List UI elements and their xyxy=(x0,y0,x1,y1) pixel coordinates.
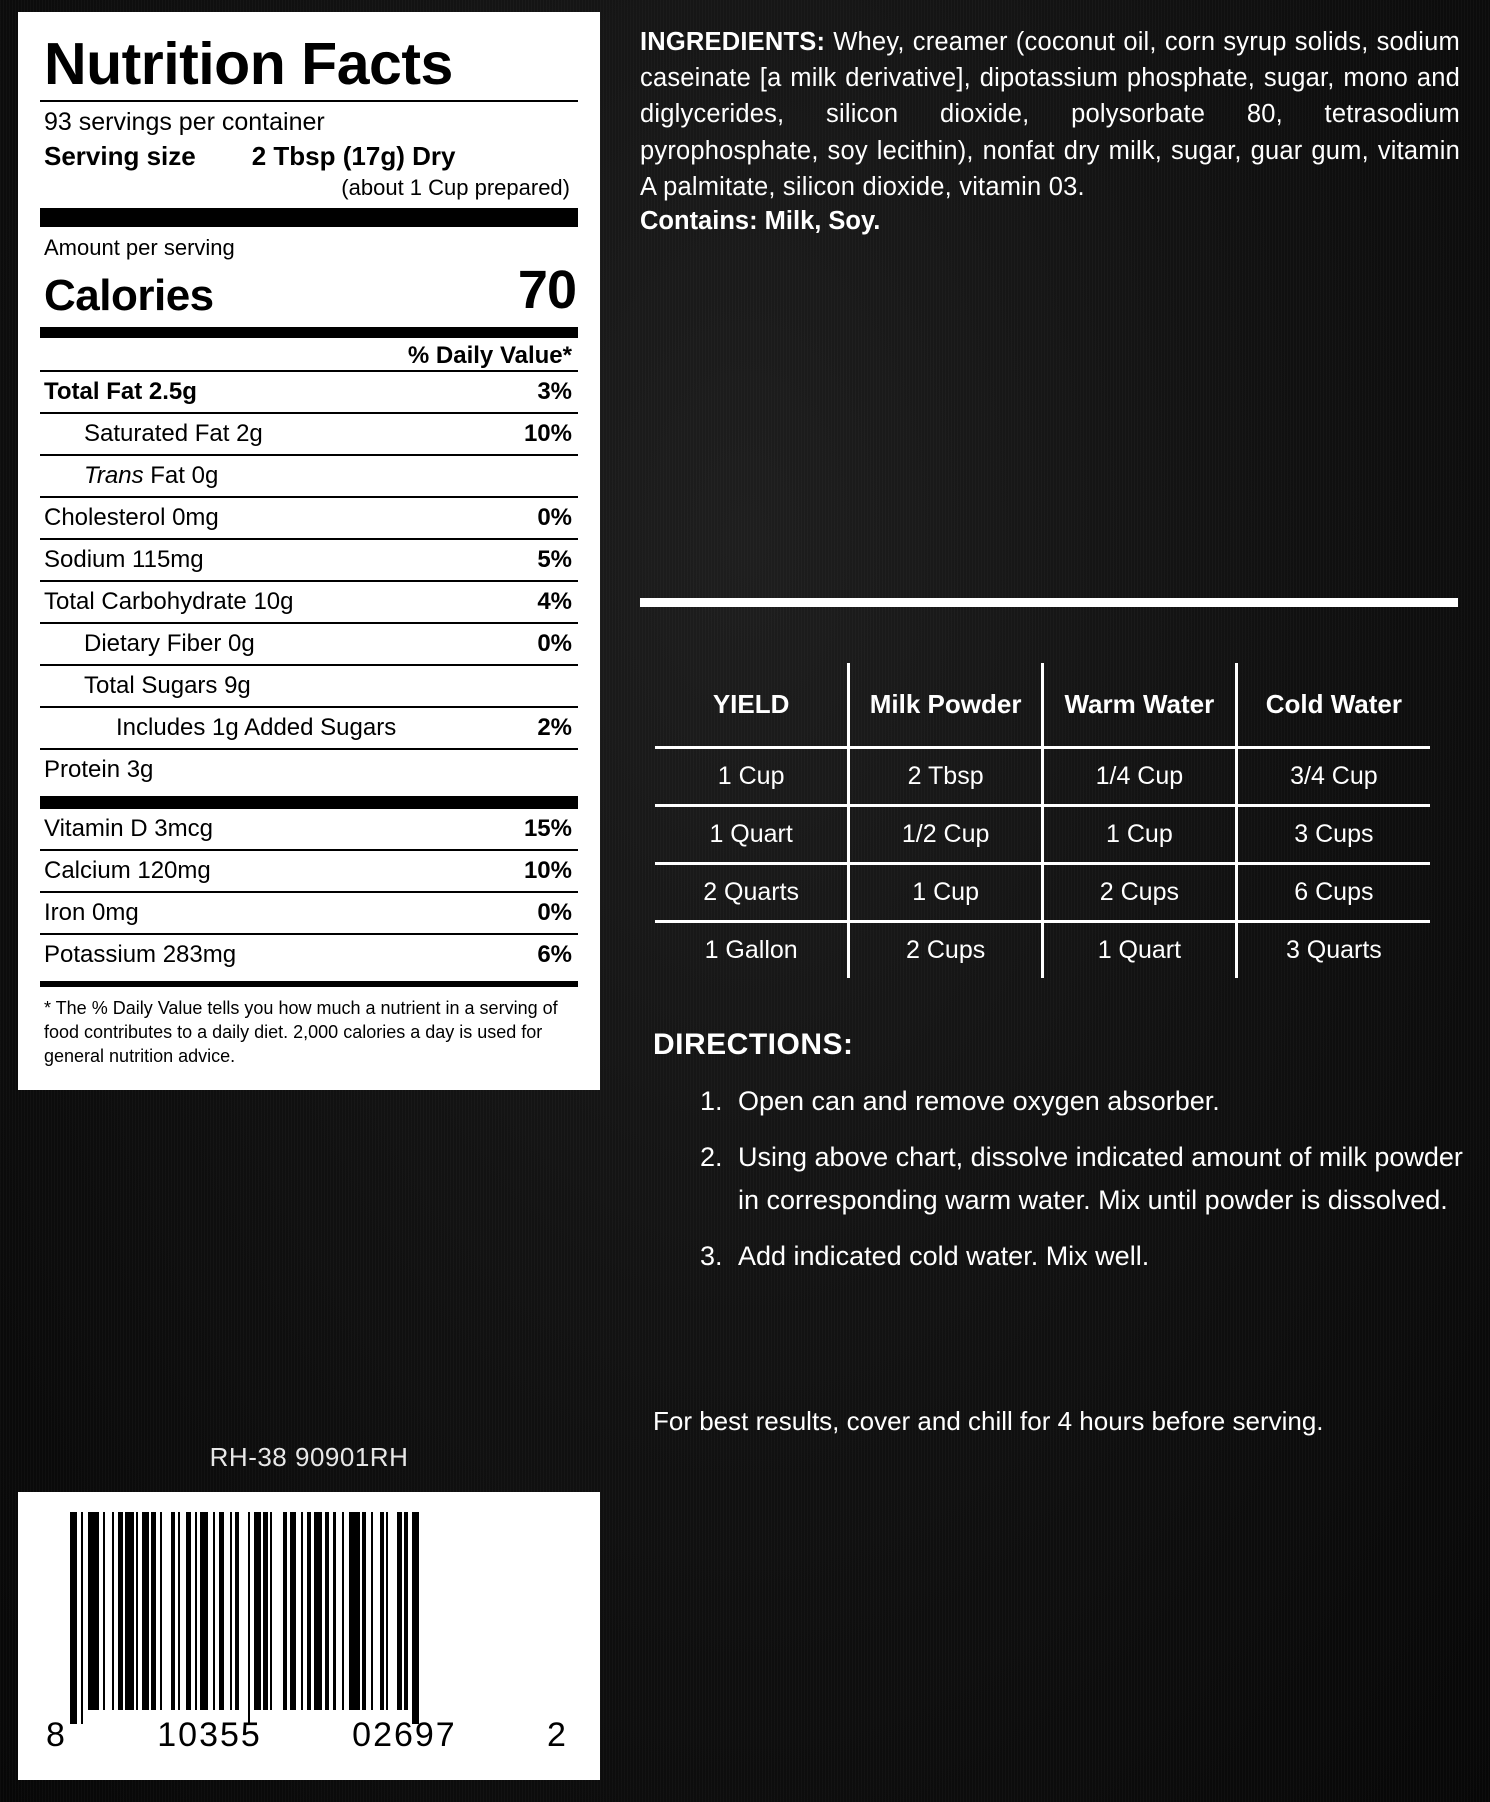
trans-rest: Fat 0g xyxy=(143,462,219,490)
column-header-milk-powder: Milk Powder xyxy=(849,663,1043,748)
ingredients-text: Whey, creamer (coconut oil, corn syrup solids, sodium caseinate [a milk derivative], dipotassium phosphate, sugar, mono and diglycerides, silicon dioxide, polysorbate 80, tetrasodium pyrophosphate, soy lecithin), nonfat dry milk, sugar, guar gum, vitamin A palmitate, silicon dioxide, vitamin 03. xyxy=(640,28,1460,201)
table-row xyxy=(655,922,1430,979)
nutrient-name: Calcium 120mg xyxy=(44,857,211,885)
cell-warm-water: 1/4 Cup xyxy=(1043,748,1237,806)
ingredients-label: INGREDIENTS: xyxy=(640,28,826,56)
table-row xyxy=(40,807,578,849)
column-header-cold-water: Cold Water xyxy=(1236,663,1430,748)
nutrition-facts-title: Nutrition Facts xyxy=(44,31,453,97)
cell-yield: 1 Cup xyxy=(655,748,849,806)
table-row xyxy=(40,748,578,790)
table-row xyxy=(40,664,578,706)
table-row xyxy=(40,454,578,496)
nutrient-name: Saturated Fat 2g xyxy=(84,420,263,448)
list-item: 2. Using above chart, dissolve indicated amount of milk powder in corresponding warm water. Mix until powder is dissolved. xyxy=(730,1136,1470,1223)
nutrition-facts-panel xyxy=(18,12,600,1090)
divider-medium xyxy=(40,327,578,338)
nutrient-name: Dietary Fiber 0g xyxy=(84,630,255,658)
table-row xyxy=(655,748,1430,806)
servings-per-container: 93 servings per container xyxy=(44,108,325,137)
yield-table xyxy=(655,663,1430,978)
table-row xyxy=(655,806,1430,864)
nutrient-percent: 6% xyxy=(537,941,572,969)
product-code: RH-38 90901RH xyxy=(209,1442,409,1472)
column-header-yield: YIELD xyxy=(655,663,849,748)
barcode-digits xyxy=(44,1716,574,1755)
table-row xyxy=(40,933,578,975)
divider-bottom xyxy=(40,981,578,987)
barcode-panel xyxy=(18,1492,600,1780)
right-column xyxy=(640,24,1460,236)
ingredients-paragraph xyxy=(640,24,1460,205)
nutrient-name: Total Fat 2.5g xyxy=(44,378,197,406)
table-row xyxy=(40,370,578,412)
cell-cold-water: 3 Quarts xyxy=(1236,922,1430,979)
contains-statement: Contains: Milk, Soy. xyxy=(640,207,881,236)
table-row xyxy=(40,706,578,748)
amount-per-serving-label: Amount per serving xyxy=(44,235,235,261)
daily-value-footnote: * The % Daily Value tells you how much a nutrient in a serving of food contributes to a daily diet. 2,000 calories a day is used for general nutrition advice. xyxy=(44,998,558,1066)
table-row xyxy=(40,412,578,454)
serving-size-row xyxy=(44,141,578,172)
section-divider xyxy=(640,598,1458,607)
nutrient-name: Iron 0mg xyxy=(44,899,139,927)
daily-value-header: % Daily Value* xyxy=(407,342,572,370)
vitamin-rows xyxy=(40,807,578,975)
cell-milk-powder: 1/2 Cup xyxy=(849,806,1043,864)
calories-value: 70 xyxy=(517,260,576,321)
barcode-group-2: 02697 xyxy=(352,1716,457,1754)
nutrient-percent: 10% xyxy=(523,420,572,448)
nutrient-percent: 0% xyxy=(537,899,572,927)
nutrient-percent: 10% xyxy=(523,857,572,885)
serving-size-value: 2 Tbsp (17g) Dry xyxy=(251,141,456,172)
barcode-bars xyxy=(70,1512,574,1710)
directions-title: DIRECTIONS: xyxy=(653,1028,854,1061)
cell-cold-water: 6 Cups xyxy=(1236,864,1430,922)
cell-cold-water: 3 Cups xyxy=(1236,806,1430,864)
nutrient-percent: 4% xyxy=(537,588,572,616)
cell-milk-powder: 2 Tbsp xyxy=(849,748,1043,806)
table-row xyxy=(40,891,578,933)
nutrient-name: Cholesterol 0mg xyxy=(44,504,219,532)
calories-label: Calories xyxy=(44,271,214,321)
cell-yield: 2 Quarts xyxy=(655,864,849,922)
cell-cold-water: 3/4 Cup xyxy=(1236,748,1430,806)
nutrient-name: Total Carbohydrate 10g xyxy=(44,588,294,616)
nutrient-name: Sodium 115mg xyxy=(44,546,204,574)
table-row xyxy=(40,496,578,538)
nutrient-percent: 2% xyxy=(537,714,572,742)
nutrient-name: Includes 1g Added Sugars xyxy=(116,714,397,742)
nutrient-name: Protein 3g xyxy=(44,756,154,784)
table-header-row xyxy=(655,663,1430,748)
cell-yield: 1 Quart xyxy=(655,806,849,864)
list-item: 1. Open can and remove oxygen absorber. xyxy=(730,1080,1470,1124)
nutrient-percent: 5% xyxy=(537,546,572,574)
nutrient-percent: 0% xyxy=(537,504,572,532)
divider xyxy=(40,100,578,102)
nutrient-percent: 15% xyxy=(523,815,572,843)
nutrient-percent: 3% xyxy=(537,378,572,406)
nutrient-percent: 0% xyxy=(537,630,572,658)
best-results-note: For best results, cover and chill for 4 hours before serving. xyxy=(653,1406,1324,1436)
nutrient-name: Total Sugars 9g xyxy=(84,672,251,700)
cell-milk-powder: 1 Cup xyxy=(849,864,1043,922)
barcode-group-1: 10355 xyxy=(157,1716,262,1754)
cell-yield: 1 Gallon xyxy=(655,922,849,979)
cell-milk-powder: 2 Cups xyxy=(849,922,1043,979)
table-row xyxy=(40,849,578,891)
table-row xyxy=(40,538,578,580)
barcode-right-digit: 2 xyxy=(547,1716,568,1754)
nutrient-name: Vitamin D 3mcg xyxy=(44,815,213,843)
table-row xyxy=(40,622,578,664)
directions-list xyxy=(690,1080,1470,1291)
table-row xyxy=(40,580,578,622)
divider-thick xyxy=(40,208,578,227)
serving-size-note: (about 1 Cup prepared) xyxy=(341,175,570,201)
nutrient-name xyxy=(44,462,218,490)
column-header-warm-water: Warm Water xyxy=(1043,663,1237,748)
calories-row xyxy=(44,259,576,321)
list-item: 3. Add indicated cold water. Mix well. xyxy=(730,1235,1470,1279)
serving-size-label: Serving size xyxy=(44,141,196,172)
cell-warm-water: 1 Quart xyxy=(1043,922,1237,979)
cell-warm-water: 1 Cup xyxy=(1043,806,1237,864)
nutrient-rows xyxy=(40,370,578,790)
cell-warm-water: 2 Cups xyxy=(1043,864,1237,922)
trans-word: Trans xyxy=(84,462,144,490)
table-row xyxy=(655,864,1430,922)
barcode-left-digit: 8 xyxy=(46,1716,67,1754)
nutrient-name: Potassium 283mg xyxy=(44,941,237,969)
divider-medium-2 xyxy=(40,796,578,807)
